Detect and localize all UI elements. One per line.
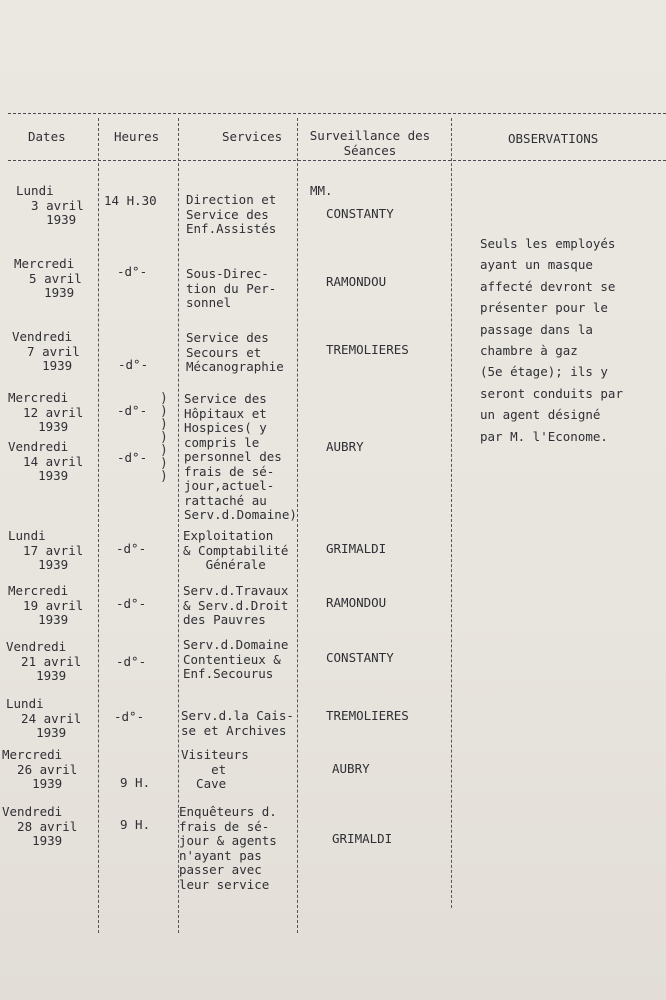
row-heure: -d°- [116, 654, 147, 669]
row-service: Enquêteurs d. frais de sé- jour & agents n'ayant pas passer avec leur service [179, 804, 277, 892]
row-surveillant: RAMONDOU [326, 595, 387, 610]
row-heure: 9 H. [120, 775, 151, 790]
header-surveillance: Surveillance des Séances [309, 128, 431, 158]
row-heure: 14 H.30 [104, 193, 157, 208]
row-date: Mercredi 26 avril 1939 [2, 747, 78, 791]
row-service: Service des Hôpitaux et Hospices( y compris le personnel des frais de sé- jour,actuel- rattaché au Serv.d.Domaine) [184, 391, 297, 522]
row-surveillance-prefix: MM. [310, 183, 333, 198]
row-heure: -d°- [118, 357, 149, 372]
row-surveillant: GRIMALDI [326, 541, 387, 556]
row-date: Mercredi 5 avril 1939 [14, 256, 82, 300]
observations-text: Seuls les employés ayant un masque affecté devront se présenter pour le passage dans la chambre à gaz (5e étage); ils y seront conduits par un agent désigné par M. l'Econome. [480, 236, 623, 444]
row-service: Sous-Direc- tion du Per- sonnel [186, 266, 277, 310]
header-observations: OBSERVATIONS [508, 131, 599, 146]
row-service: Serv.d.Travaux & Serv.d.Droit des Pauvres [183, 583, 289, 627]
row-service: Serv.d.la Cais- se et Archives [181, 708, 294, 738]
row-surveillant: CONSTANTY [326, 650, 394, 665]
header-services: Services [222, 129, 283, 144]
row-date: Vendredi 7 avril 1939 [12, 329, 80, 373]
row-heure: -d°- [114, 709, 145, 724]
row-service: Serv.d.Domaine Contentieux & Enf.Secourus [183, 637, 289, 681]
row-heure: -d°- [117, 264, 148, 279]
header-heures: Heures [114, 129, 160, 144]
row-date: Mercredi 12 avril 1939 [8, 390, 84, 434]
grouping-brace: ) ) ) ) ) ) ) [160, 391, 168, 484]
row-heure: -d°- [117, 450, 148, 465]
row-surveillant: GRIMALDI [332, 831, 393, 846]
row-date: Lundi 17 avril 1939 [8, 528, 84, 572]
column-divider [98, 118, 99, 933]
row-date: Vendredi 21 avril 1939 [6, 639, 82, 683]
row-date: Mercredi 19 avril 1939 [8, 583, 84, 627]
row-heure: -d°- [117, 403, 148, 418]
row-service: Visiteurs et Cave [181, 747, 249, 791]
row-date: Lundi 24 avril 1939 [6, 696, 82, 740]
row-surveillant: CONSTANTY [326, 206, 394, 221]
header-bottom-rule [8, 160, 666, 161]
header-dates: Dates [28, 129, 66, 144]
column-divider [297, 118, 298, 933]
row-surveillant: AUBRY [326, 439, 364, 454]
row-service: Exploitation & Comptabilité Générale [183, 528, 289, 572]
row-date: Lundi 3 avril 1939 [16, 183, 84, 227]
row-date: Vendredi 14 avril 1939 [8, 439, 84, 483]
row-surveillant: AUBRY [332, 761, 370, 776]
column-divider [451, 118, 452, 908]
row-heure: 9 H. [120, 817, 151, 832]
row-heure: -d°- [116, 596, 147, 611]
row-heure: -d°- [116, 541, 147, 556]
row-service: Service des Secours et Mécanographie [186, 330, 284, 374]
row-surveillant: TREMOLIERES [326, 342, 409, 357]
row-surveillant: TREMOLIERES [326, 708, 409, 723]
row-date: Vendredi 28 avril 1939 [2, 804, 78, 848]
row-surveillant: RAMONDOU [326, 274, 387, 289]
table-top-rule [8, 113, 666, 114]
row-service: Direction et Service des Enf.Assistés [186, 192, 277, 236]
